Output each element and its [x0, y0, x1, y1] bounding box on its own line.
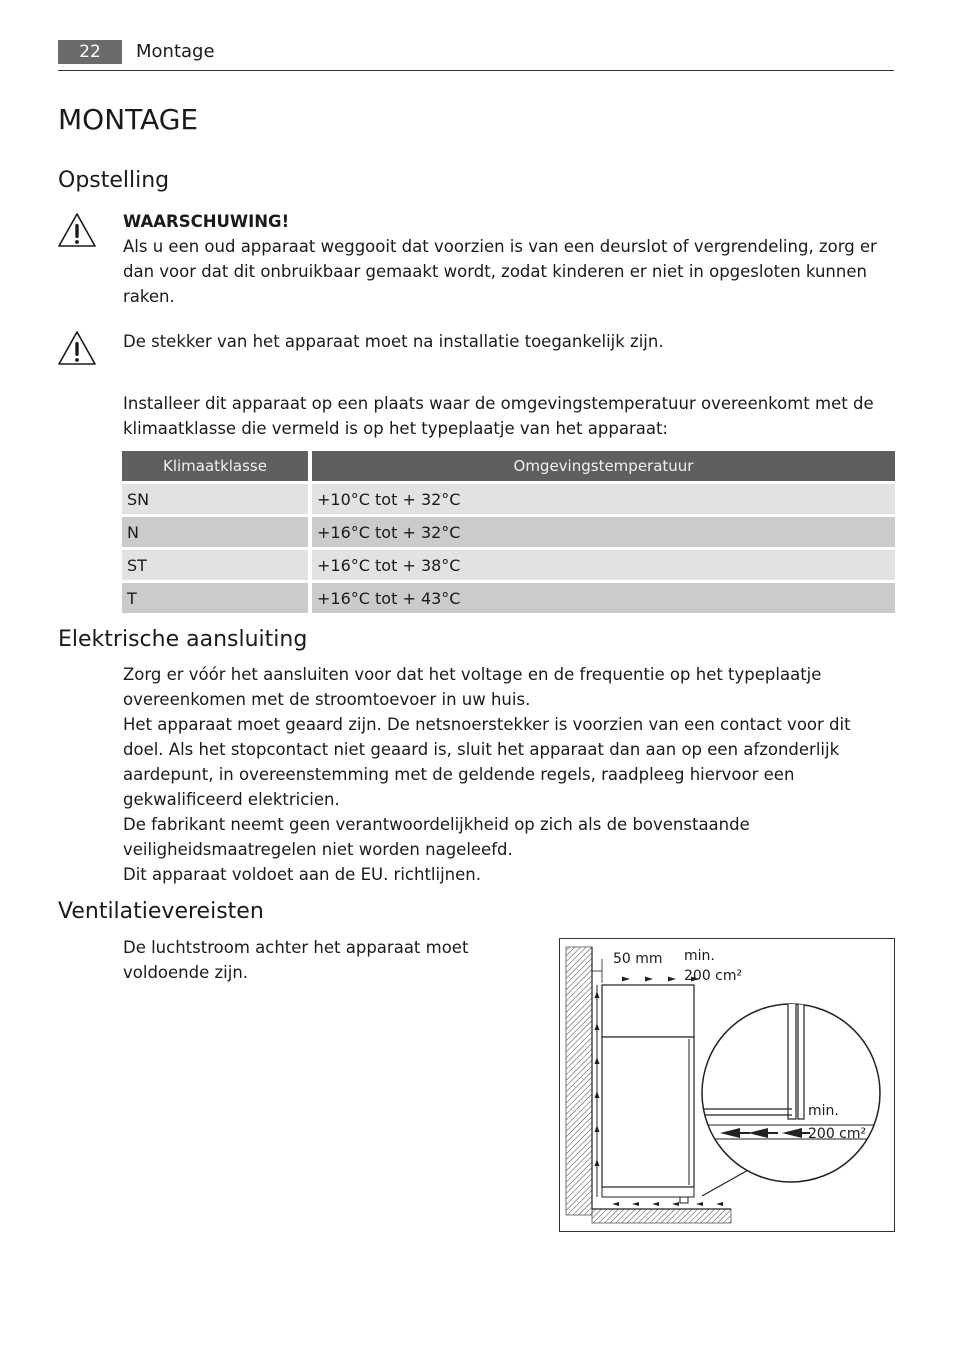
climate-intro: [123, 391, 894, 441]
warning-triangle-icon: [57, 330, 97, 366]
label-bottom-min: min.: [808, 1103, 839, 1119]
electrical-paragraph-3: De fabrikant neemt geen verantwoordelijkheid op zich als de bovenstaande veiligheidsmaatregelen niet worden nageleefd.: [123, 815, 750, 859]
table-cell-temperature: +16°C tot + 43°C: [312, 583, 895, 613]
electrical-body: [123, 662, 894, 887]
table-cell-class: ST: [122, 550, 312, 580]
label-top-area: 200 cm²: [684, 968, 743, 984]
table-header-temperature: Omgevingstemperatuur: [312, 451, 895, 481]
table-row: [122, 484, 895, 514]
running-section-title: Montage: [136, 41, 215, 62]
ventilation-diagram: [559, 938, 895, 1232]
table-row: [122, 517, 895, 547]
warning-title: WAARSCHUWING!: [123, 212, 290, 231]
label-bottom-area: 200 cm²: [808, 1126, 867, 1142]
electrical-paragraph-2: Het apparaat moet geaard zijn. De netsnoerstekker is voorzien van een contact voor dit doel. Als het stopcontact niet geaard is, sluit het apparaat dan aan op een afzonderlijk aardepunt, in overeenstemming met de geldende regels, raadpleeg hiervoor een gekwalificeerd elektricien.: [123, 715, 851, 809]
warning-block-1: [123, 209, 894, 309]
ventilation-text: De luchtstroom achter het apparaat moet voldoende zijn.: [123, 938, 469, 982]
table-cell-class: N: [122, 517, 312, 547]
table-cell-temperature: +16°C tot + 38°C: [312, 550, 895, 580]
page-number: 22: [58, 40, 122, 64]
table-row: [122, 583, 895, 613]
electrical-paragraph-4: Dit apparaat voldoet aan de EU. richtlijnen.: [123, 865, 481, 884]
warning-block-2: [123, 329, 894, 354]
table-cell-temperature: +16°C tot + 32°C: [312, 517, 895, 547]
header-divider: [58, 70, 894, 71]
label-top-min: min.: [684, 948, 715, 964]
heading-opstelling: Opstelling: [58, 168, 170, 193]
climate-class-table: [122, 448, 895, 616]
heading-elektrisch: Elektrische aansluiting: [58, 627, 308, 652]
heading-ventilatie: Ventilatievereisten: [58, 899, 264, 924]
climate-intro-text: Installeer dit apparaat op een plaats waar de omgevingstemperatuur overeenkomt met de klimaatklasse die vermeld is op het typeplaatje van het apparaat:: [123, 394, 874, 438]
warning-text-2: De stekker van het apparaat moet na installatie toegankelijk zijn.: [123, 332, 664, 351]
page-title: MONTAGE: [58, 103, 199, 136]
label-gap-50mm: 50 mm: [613, 951, 663, 967]
table-header-class: Klimaatklasse: [122, 451, 312, 481]
table-cell-temperature: +10°C tot + 32°C: [312, 484, 895, 514]
electrical-paragraph-1: Zorg er vóór het aansluiten voor dat het voltage en de frequentie op het typeplaatje overeenkomen met de stroomtoevoer in uw huis.: [123, 665, 822, 709]
ventilation-body: [123, 935, 523, 985]
table-cell-class: SN: [122, 484, 312, 514]
table-row: [122, 550, 895, 580]
table-cell-class: T: [122, 583, 312, 613]
warning-text-1: Als u een oud apparaat weggooit dat voorzien is van een deurslot of vergrendeling, zorg er dan voor dat dit onbruikbaar gemaakt wordt, zodat kinderen er niet in opgesloten kunnen raken.: [123, 237, 877, 306]
warning-triangle-icon: [57, 212, 97, 248]
